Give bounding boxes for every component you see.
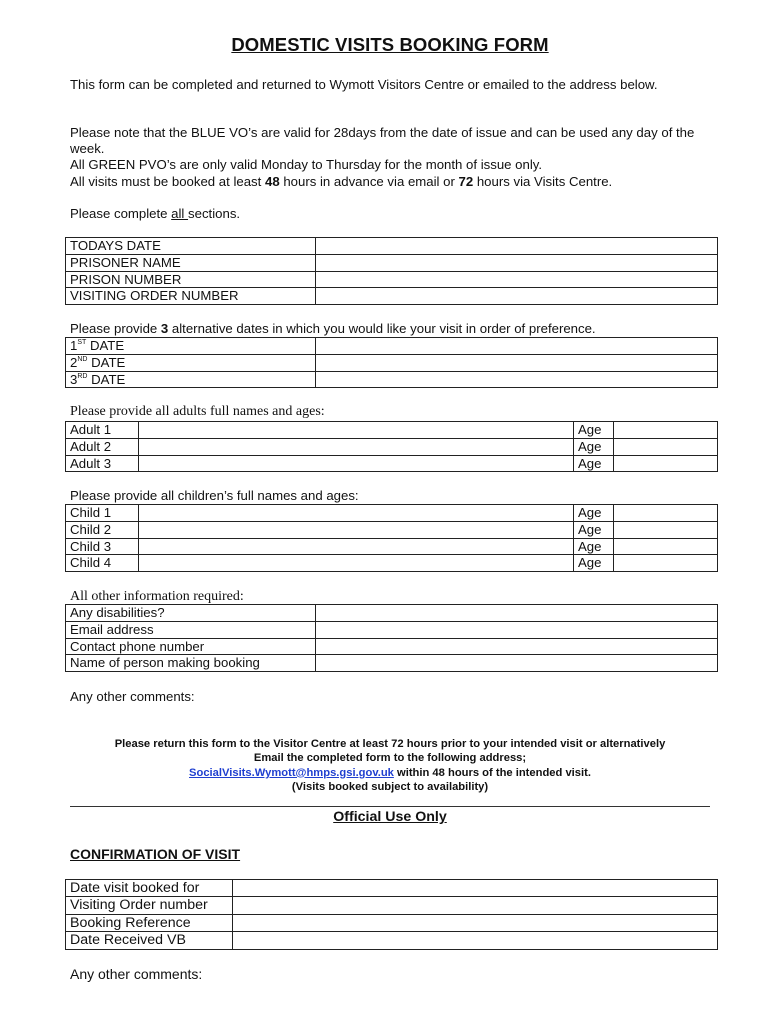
advance-booking-note: All visits must be booked at least 48 hours in advance via email or 72 hours via Visits Centre. — [70, 174, 613, 189]
child-1-age-field[interactable] — [614, 505, 718, 522]
dates-prompt: Please provide 3 alternative dates in which you would like your visit in order of preference. — [70, 321, 596, 336]
age-label: Age — [574, 505, 614, 522]
child-2-age-field[interactable] — [614, 521, 718, 538]
age-label: Age — [574, 455, 614, 472]
prison-number-field[interactable] — [316, 271, 718, 288]
child-label: Child 4 — [66, 555, 139, 572]
official-use-heading: Official Use Only — [333, 809, 447, 825]
booker-name-field[interactable] — [316, 655, 718, 672]
child-3-name-field[interactable] — [139, 538, 574, 555]
section-divider — [70, 806, 710, 807]
age-label: Age — [574, 538, 614, 555]
age-label: Age — [574, 422, 614, 439]
prisoner-details-table — [65, 237, 718, 305]
confirmation-label: Booking Reference — [66, 914, 233, 931]
third-date-field[interactable] — [316, 371, 718, 388]
disabilities-field[interactable] — [316, 605, 718, 622]
return-line-1: Please return this form to the Visitor Centre at least 72 hours prior to your intended visit or alternatively — [114, 738, 666, 750]
confirmation-label: Date visit booked for — [66, 880, 233, 897]
email-address-field[interactable] — [316, 621, 718, 638]
adult-1-age-field[interactable] — [614, 422, 718, 439]
adults-prompt: Please provide all adults full names and ages: — [70, 404, 325, 419]
confirmation-table — [65, 879, 718, 950]
intro-text: This form can be completed and returned to Wymott Visitors Centre or emailed to the address below. — [70, 77, 658, 92]
first-date-field[interactable] — [316, 338, 718, 355]
child-label: Child 3 — [66, 538, 139, 555]
child-3-age-field[interactable] — [614, 538, 718, 555]
other-info-label: Name of person making booking — [66, 655, 316, 672]
date-label: 3RD DATE — [66, 371, 316, 388]
confirmation-label: Visiting Order number — [66, 897, 233, 914]
details-label: PRISON NUMBER — [66, 271, 316, 288]
other-info-label: Any disabilities? — [66, 605, 316, 622]
return-line-2: Email the completed form to the following address; — [253, 752, 527, 765]
other-info-table — [65, 604, 718, 672]
return-line-3: SocialVisits.Wymott@hmps.gsi.gov.uk within 48 hours of the intended visit. — [189, 766, 591, 779]
age-label: Age — [574, 521, 614, 538]
child-1-name-field[interactable] — [139, 505, 574, 522]
complete-all-note: Please complete all sections. — [70, 206, 241, 221]
visiting-order-number-field[interactable] — [316, 288, 718, 305]
blue-vo-note: Please note that the BLUE VO’s are valid for 28days from the date of issue and can be used any day of the week. — [70, 125, 695, 157]
other-info-prompt: All other information required: — [70, 589, 244, 604]
adult-3-name-field[interactable] — [139, 455, 574, 472]
details-label: VISITING ORDER NUMBER — [66, 288, 316, 305]
confirmation-label: Date Received VB — [66, 932, 233, 949]
official-vo-number-field[interactable] — [233, 897, 718, 914]
email-link[interactable]: SocialVisits.Wymott@hmps.gsi.gov.uk — [189, 766, 394, 779]
return-instructions — [60, 737, 720, 794]
alternative-dates-table — [65, 337, 718, 388]
booking-reference-field[interactable] — [233, 914, 718, 931]
children-prompt: Please provide all children’s full names and ages: — [70, 488, 359, 503]
adult-1-name-field[interactable] — [139, 422, 574, 439]
contact-phone-field[interactable] — [316, 638, 718, 655]
confirmation-heading: CONFIRMATION OF VISIT — [70, 846, 241, 862]
other-info-label: Contact phone number — [66, 638, 316, 655]
official-comments-label: Any other comments: — [70, 966, 203, 982]
date-label: 1ST DATE — [66, 338, 316, 355]
adults-table — [65, 421, 718, 472]
adult-label: Adult 1 — [66, 422, 139, 439]
adult-label: Adult 2 — [66, 438, 139, 455]
adult-3-age-field[interactable] — [614, 455, 718, 472]
child-label: Child 1 — [66, 505, 139, 522]
adult-label: Adult 3 — [66, 455, 139, 472]
adult-2-name-field[interactable] — [139, 438, 574, 455]
prisoner-name-field[interactable] — [316, 254, 718, 271]
adult-2-age-field[interactable] — [614, 438, 718, 455]
date-received-field[interactable] — [233, 932, 718, 949]
todays-date-field[interactable] — [316, 238, 718, 255]
age-label: Age — [574, 438, 614, 455]
green-pvo-note: All GREEN PVO’s are only valid Monday to Thursday for the month of issue only. — [70, 157, 543, 172]
page-title: DOMESTIC VISITS BOOKING FORM — [231, 34, 549, 55]
details-label: TODAYS DATE — [66, 238, 316, 255]
date-label: 2ND DATE — [66, 354, 316, 371]
age-label: Age — [574, 555, 614, 572]
other-info-label: Email address — [66, 621, 316, 638]
child-4-age-field[interactable] — [614, 555, 718, 572]
comments-label: Any other comments: — [70, 689, 195, 704]
child-2-name-field[interactable] — [139, 521, 574, 538]
return-line-4: (Visits booked subject to availability) — [291, 780, 489, 793]
details-label: PRISONER NAME — [66, 254, 316, 271]
children-table — [65, 504, 718, 572]
second-date-field[interactable] — [316, 354, 718, 371]
child-4-name-field[interactable] — [139, 555, 574, 572]
date-visit-booked-field[interactable] — [233, 880, 718, 897]
child-label: Child 2 — [66, 521, 139, 538]
